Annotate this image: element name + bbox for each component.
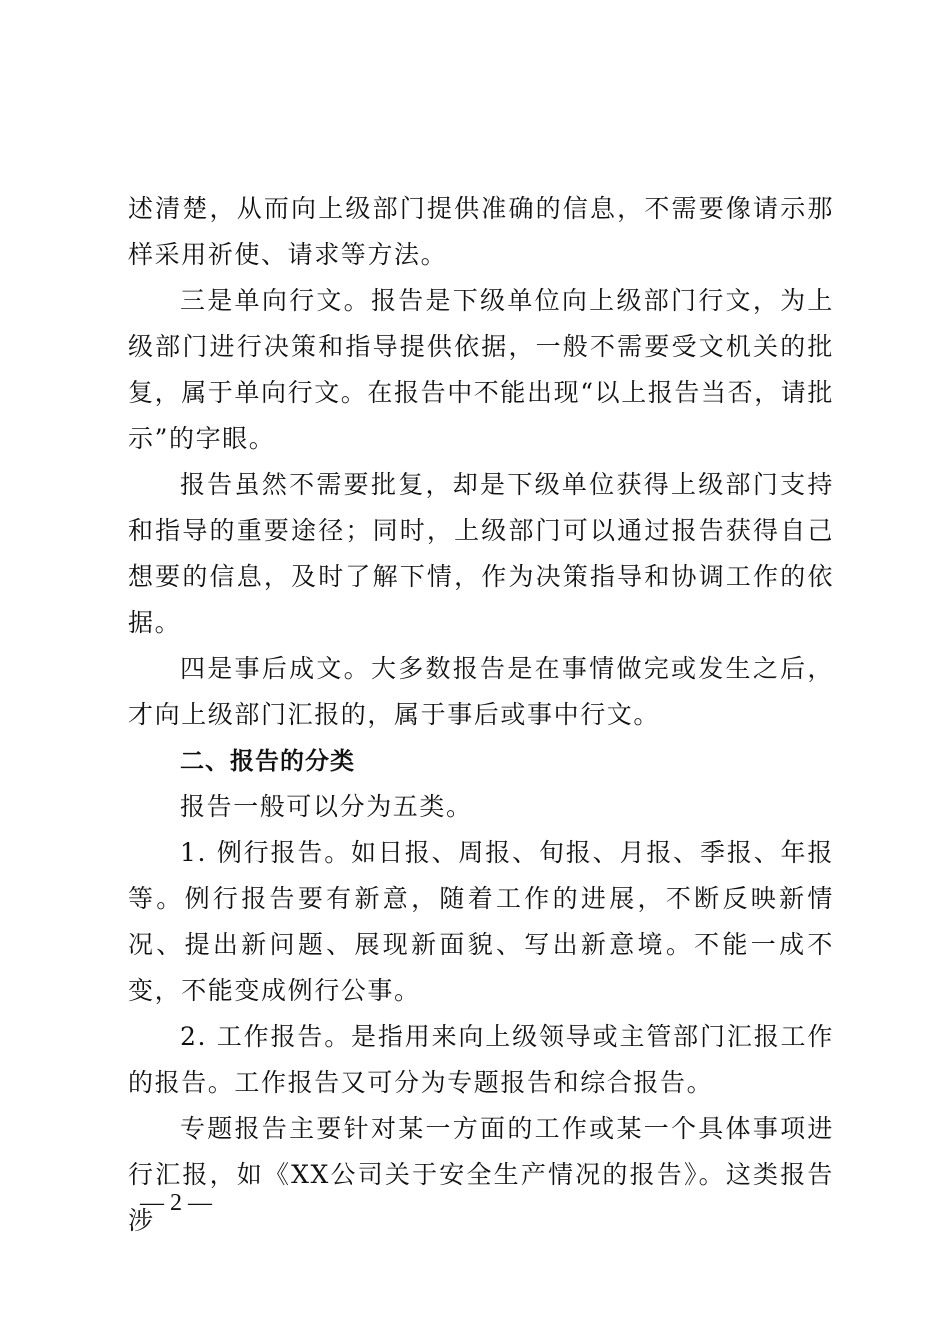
document-body xyxy=(128,186,834,1244)
paragraph-five-categories: 报告一般可以分为五类。 xyxy=(180,792,473,821)
paragraph-work-report: 2. 工作报告。是指用来向上级领导或主管部门汇报工作的报告。工作报告又可分为专题报告和综合报告。 xyxy=(128,1022,834,1097)
section-heading-report-classification: 二、报告的分类 xyxy=(180,747,355,775)
paragraph-one-way-document: 三是单向行文。报告是下级单位向上级部门行文，为上级部门进行决策和指导提供依据，一般不需要受文机关的批复，属于单向行文。在报告中不能出现“以上报告当否，请批示”的字眼。 xyxy=(128,286,834,453)
paragraph-continuation: 述清楚，从而向上级部门提供准确的信息，不需要像请示那样采用祈使、请求等方法。 xyxy=(128,194,834,269)
paragraph-special-report: 专题报告主要针对某一方面的工作或某一个具体事项进行汇报，如《XX公司关于安全生产情况的报告》。这类报告涉 xyxy=(128,1114,834,1235)
paragraph-after-the-fact: 四是事后成文。大多数报告是在事情做完或发生之后，才向上级部门汇报的，属于事后或事中行文。 xyxy=(128,654,834,729)
paragraph-report-importance: 报告虽然不需要批复，却是下级单位获得上级部门支持和指导的重要途径；同时，上级部门可以通过报告获得自己想要的信息，及时了解下情，作为决策指导和协调工作的依据。 xyxy=(128,470,834,637)
paragraph-routine-report: 1. 例行报告。如日报、周报、旬报、月报、季报、年报等。例行报告要有新意，随着工作的进展，不断反映新情况、提出新问题、展现新面貌、写出新意境。不能一成不变，不能变成例行公事。 xyxy=(128,838,834,1005)
page-number: — 2 — xyxy=(140,1190,212,1216)
